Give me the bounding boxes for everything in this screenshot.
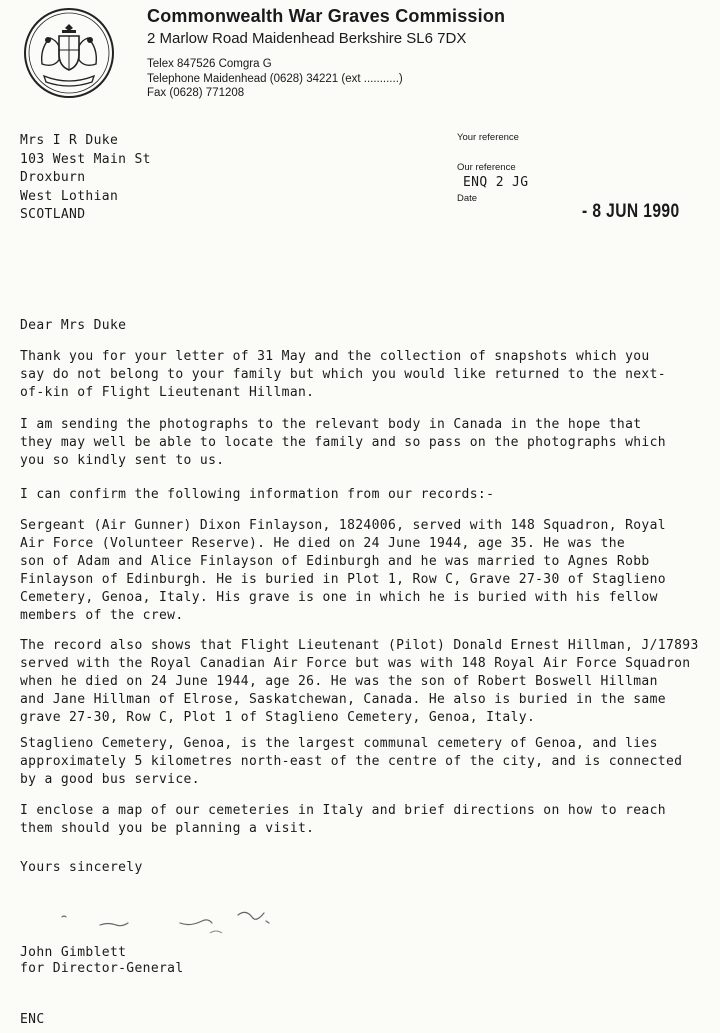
body-line: The record also shows that Flight Lieutenant (Pilot) Donald Ernest Hillman, J/17893 [20,638,699,653]
fax-line: Fax (0628) 771208 [147,87,245,99]
body-line: approximately 5 kilometres north-east of the centre of the city, and is connected [20,754,683,769]
recipient-address [20,132,151,225]
body-line: and Jane Hillman of Elrose, Saskatchewan, Canada. He also is buried in the same [20,692,666,707]
body-line: grave 27-30, Row C, Plot 1 of Staglieno Cemetery, Genoa, Italy. [20,710,536,725]
organization-contact-block [147,57,403,101]
body-line: Sergeant (Air Gunner) Dixon Finlayson, 1824006, served with 148 Squadron, Royal [20,518,666,533]
body-line: say do not belong to your family but which you would like returned to the next- [20,367,666,382]
organization-address: 2 Marlow Road Maidenhead Berkshire SL6 7DX [147,30,467,47]
handwritten-signature [60,905,290,945]
body-line: served with the Royal Canadian Air Force but was with 148 Royal Air Force Squadron [20,656,691,671]
salutation: Dear Mrs Duke [20,318,127,333]
body-line: Cemetery, Genoa, Italy. His grave is one in which he is buried with his fellow [20,590,658,605]
telex-line: Telex 847526 Comgra G [147,58,272,70]
recipient-line: SCOTLAND [20,207,86,222]
body-line: of-kin of Flight Lieutenant Hillman. [20,385,315,400]
body-line: Air Force (Volunteer Reserve). He died on 24 June 1944, age 35. He was the [20,536,626,551]
body-line: you so kindly sent to us. [20,453,225,468]
enclosure-note: ENC [20,1012,45,1027]
recipient-line: Droxburn [20,170,86,185]
body-line: Finlayson of Edinburgh. He is buried in Plot 1, Row C, Grave 27-30 of Staglieno [20,572,666,587]
your-reference-label: Your reference [457,132,519,143]
date-label: Date [457,193,478,204]
telephone-line: Telephone Maidenhead (0628) 34221 (ext ...........) [147,72,403,85]
organization-name: Commonwealth War Graves Commission [147,6,506,26]
body-line: them should you be planning a visit. [20,821,315,836]
signatory-role: for Director-General [20,961,184,976]
body-line: I am sending the photographs to the relevant body in Canada in the hope that [20,417,642,432]
body-line: Thank you for your letter of 31 May and the collection of snapshots which you [20,349,650,364]
body-line: son of Adam and Alice Finlayson of Edinburgh and he was married to Agnes Robb [20,554,650,569]
body-line: members of the crew. [20,608,184,623]
body-line: I enclose a map of our cemeteries in Italy and brief directions on how to reach [20,803,666,818]
recipient-line: 103 West Main St [20,151,151,167]
body-line: when he died on 24 June 1944, age 26. He was the son of Robert Boswell Hillman [20,674,658,689]
body-line: by a good bus service. [20,772,200,787]
body-line: Staglieno Cemetery, Genoa, is the largest communal cemetery of Genoa, and lies [20,736,658,751]
our-reference-value: ENQ 2 JG [463,175,529,190]
royal-coat-of-arms-seal [22,6,116,100]
recipient-line: Mrs I R Duke [20,133,119,148]
closing: Yours sincerely [20,860,143,875]
body-line: I can confirm the following information from our records:- [20,487,495,502]
date-stamp: - 8 JUN 1990 [582,201,680,222]
our-reference-label: Our reference [457,162,516,173]
recipient-line: West Lothian [20,188,119,204]
signatory-name: John Gimblett [20,945,127,960]
body-line: they may well be able to locate the family and so pass on the photographs which [20,435,666,450]
